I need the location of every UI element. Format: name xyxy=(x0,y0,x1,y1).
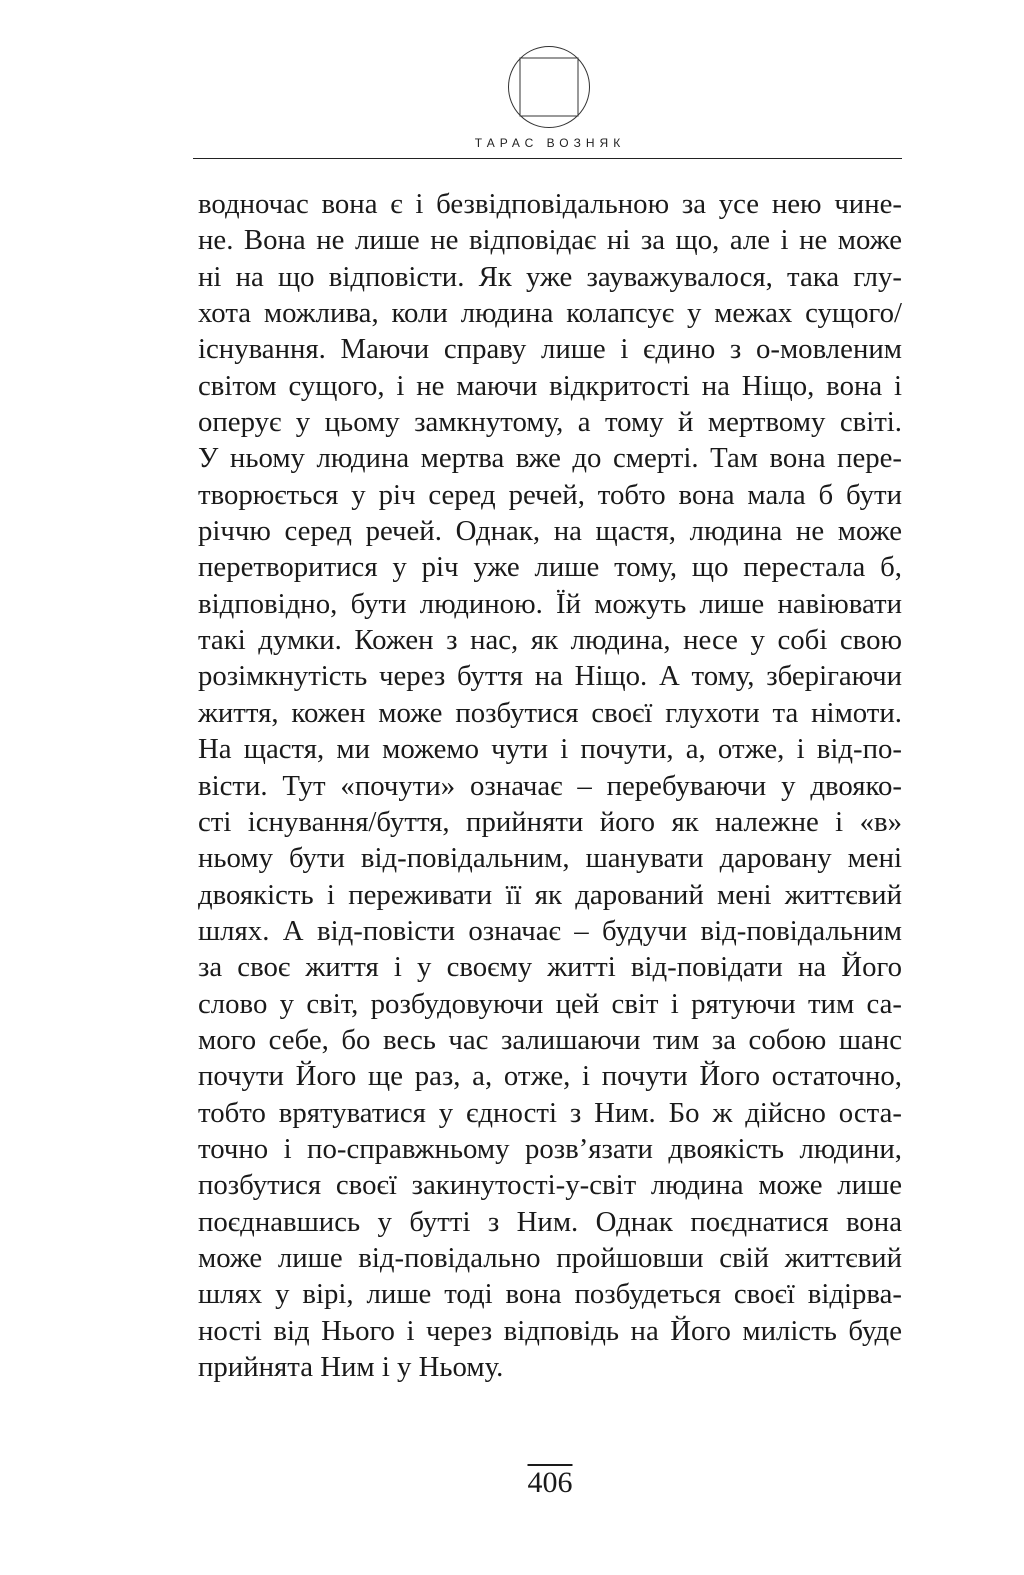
text-line: життя, кожен може позбутися своєї глухоти та німоти. xyxy=(198,696,902,729)
text-line: розімкнутість через буття на Ніщо. А тому, зберігаючи xyxy=(198,660,902,693)
text-line: не. Вона не лише не відповідає ні за що, але і не може xyxy=(198,224,902,257)
text-line: позбутися своєї закинутості-у-світ людина може лише xyxy=(198,1169,902,1202)
text-line: прийнята Ним і у Ньому. xyxy=(198,1351,504,1383)
text-line: може лише від-повідально пройшовши свій життєвий xyxy=(198,1241,902,1274)
text-line: творюється у річ серед речей, тобто вона мала б бути xyxy=(198,478,902,511)
header-rule xyxy=(193,158,902,159)
text-line: відповідно, бути людиною. Їй можуть лише навіювати xyxy=(198,587,902,620)
text-line: У ньому людина мертва вже до смерті. Там вона пере- xyxy=(198,442,902,475)
text-line: світом сущого, і не маючи відкритості на Ніщо, вона і xyxy=(198,369,902,402)
text-line: ньому бути від-повідальним, шанувати даровану мені xyxy=(198,842,902,875)
text-line: за своє життя і у своєму житті від-повідати на Його xyxy=(198,951,902,984)
text-line: оперує у цьому замкнутому, а тому й мертвому світі. xyxy=(198,406,902,439)
page-number: 406 xyxy=(527,1466,573,1499)
running-header-author: ТАРАС ВОЗНЯК xyxy=(474,136,626,150)
text-line: слово у світ, розбудовуючи цей світ і рятуючи тим са- xyxy=(198,987,902,1020)
circle-square-emblem-icon xyxy=(507,45,591,129)
text-line: тобто врятуватися у єдності з Ним. Бо ж дійсно оста- xyxy=(198,1096,902,1129)
text-line: існування. Маючи справу лише і єдино з о-мовленим xyxy=(198,333,902,366)
text-line: ності від Нього і через відповідь на Його милість буде xyxy=(198,1314,902,1347)
text-line: шлях у вірі, лише тоді вона позбудеться своєї відірва- xyxy=(198,1278,902,1311)
text-line: вісти. Тут «почути» означає – перебуваючи у двояко- xyxy=(198,769,902,802)
text-line: перетворитися у річ уже лише тому, що перестала б, xyxy=(198,551,902,584)
text-line: поєднавшись у бутті з Ним. Однак поєднатися вона xyxy=(198,1205,902,1238)
text-line: ні на що відповісти. Як уже зауважувалося, така глу- xyxy=(198,260,902,293)
text-line: мого себе, бо весь час залишаючи тим за собою шанс xyxy=(198,1023,902,1056)
text-line: такі думки. Кожен з нас, як людина, несе у собі свою xyxy=(198,624,902,657)
text-line: почути Його ще раз, а, отже, і почути Його остаточно, xyxy=(198,1060,902,1093)
text-line: точно і по-справжньому розв’язати двоякість людини, xyxy=(198,1132,902,1165)
text-line: На щастя, ми можемо чути і почути, а, отже, і від-по- xyxy=(198,733,902,766)
text-line: шлях. А від-повісти означає – будучи від-повідальним xyxy=(198,914,902,947)
text-line: хота можлива, коли людина колапсує у межах сущого/ xyxy=(198,297,902,330)
text-line: водночас вона є і безвідповідальною за усе нею чине- xyxy=(198,188,902,220)
body-text xyxy=(198,186,902,1385)
text-line: річчю серед речей. Однак, на щастя, людина не може xyxy=(198,515,902,548)
text-line: двоякість і переживати її як дарований мені життєвий xyxy=(198,878,902,911)
text-line: сті існування/буття, прийняти його як належне і «в» xyxy=(198,805,902,838)
